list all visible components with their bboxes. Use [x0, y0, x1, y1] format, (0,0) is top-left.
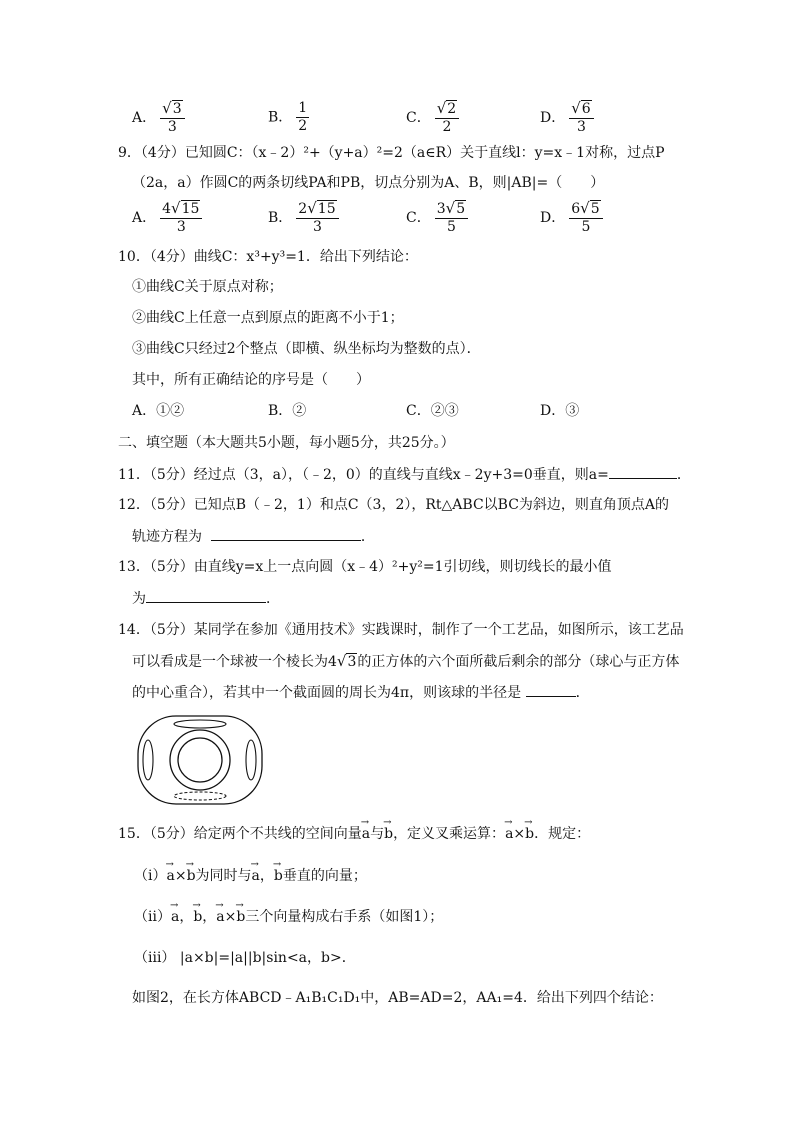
q9-line1: 9．（4分）已知圆C：（x﹣2）²+（y+a）²=2（a∈R）关于直线l：y=x﹣1对称，过点P	[118, 145, 665, 161]
q10-option-c: C．②③	[406, 403, 459, 419]
q10-ask: 其中，所有正确结论的序号是（ ）	[132, 372, 370, 388]
q15-last-line: 如图2，在长方体ABCD﹣A₁B₁C₁D₁中，AB=AD=2，AA₁=4．给出下列四个结论：	[132, 990, 663, 1006]
answer-blank[interactable]	[211, 526, 361, 541]
q8-option-c: C． $\frac{√2}{2}$	[406, 100, 459, 136]
q14-line3: 的中心重合），若其中一个截面圆的周长为4π，则该球的半径是 ．	[132, 682, 590, 703]
q11: 11．（5分）经过点（3，a），（﹣2，0）的直线与直线x﹣2y+3=0垂直，则a= ．	[118, 464, 691, 485]
answer-blank[interactable]	[609, 464, 677, 479]
q15-rule-i: （ⅰ）→ a×→ b为同时与→ a，→ b垂直的向量；	[134, 866, 367, 886]
q9-option-b: B． $\frac{2√15}{3}$	[268, 200, 339, 236]
q8-option-b: B． $\frac{1}{2}$	[268, 100, 308, 134]
q15-rule-ii: （ⅱ）→ a，→ b，→ a×→ b三个向量构成右手系（如图1）；	[134, 907, 443, 927]
q12-line1: 12．（5分）已知点B（﹣2，1）和点C（3，2），Rt△ABC以BC为斜边，则直角顶点A的	[118, 497, 670, 513]
q10-conclusion-1: ①曲线C关于原点对称；	[132, 279, 283, 295]
q13-line2: 为 ．	[132, 588, 280, 609]
q15-rule-iii: （ⅲ） |a×b|=|a||b|sin<a，b>．	[134, 950, 356, 966]
q10-option-b: B．②	[268, 403, 307, 419]
q8-option-d: D． $\frac{√6}{3}$	[540, 100, 594, 136]
fraction: $\frac{√2}{2}$	[435, 100, 459, 136]
q10-conclusion-2: ②曲线C上任意一点到原点的距离不小于1；	[132, 310, 404, 326]
q14-line1: 14．（5分）某同学在参加《通用技术》实践课时，制作了一个工艺品，如图所示，该工艺品	[118, 622, 684, 638]
q10-conclusion-3: ③曲线C只经过2个整点（即横、纵坐标均为整数的点）．	[132, 341, 481, 357]
q8-option-a: A． $\frac{√3}{3}$	[132, 100, 185, 136]
section-heading: 二、填空题（本大题共5小题，每小题5分，共25分。）	[118, 435, 455, 451]
answer-blank[interactable]	[146, 588, 266, 603]
q10-line1: 10．（4分）曲线C：x³+y³=1．给出下列结论：	[118, 249, 418, 265]
fraction: $\frac{√6}{3}$	[569, 100, 593, 136]
q9-option-c: C． $\frac{3√5}{5}$	[406, 200, 468, 236]
answer-blank[interactable]	[526, 682, 576, 697]
q9-line2: （2a，a）作圆C的两条切线PA和PB，切点分别为A、B，则|AB|=（ ）	[132, 175, 605, 191]
q15-line1: 15．（5分）给定两个不共线的空间向量→ a与→ b，定义叉乘运算：→ a×→ b．规定：	[118, 824, 590, 844]
q10-option-a: A．①②	[132, 403, 185, 419]
sphere-cube-figure	[130, 712, 272, 808]
q10-option-d: D．③	[540, 403, 580, 419]
q9-option-a: A． $\frac{4√15}{3}$	[132, 200, 202, 236]
q12-line2: 轨迹方程为 ．	[132, 526, 375, 547]
q14-line2: 可以看成是一个球被一个棱长为4√3的正方体的六个面所截后剩余的部分（球心与正方体	[132, 652, 680, 670]
q13-line1: 13．（5分）由直线y=x上一点向圆（x﹣4）²+y²=1引切线，则切线长的最小值	[118, 559, 612, 575]
fraction: $\frac{1}{2}$	[298, 100, 308, 134]
fraction: $\frac{√3}{3}$	[160, 100, 184, 136]
q9-option-d: D． $\frac{6√5}{5}$	[540, 200, 603, 236]
